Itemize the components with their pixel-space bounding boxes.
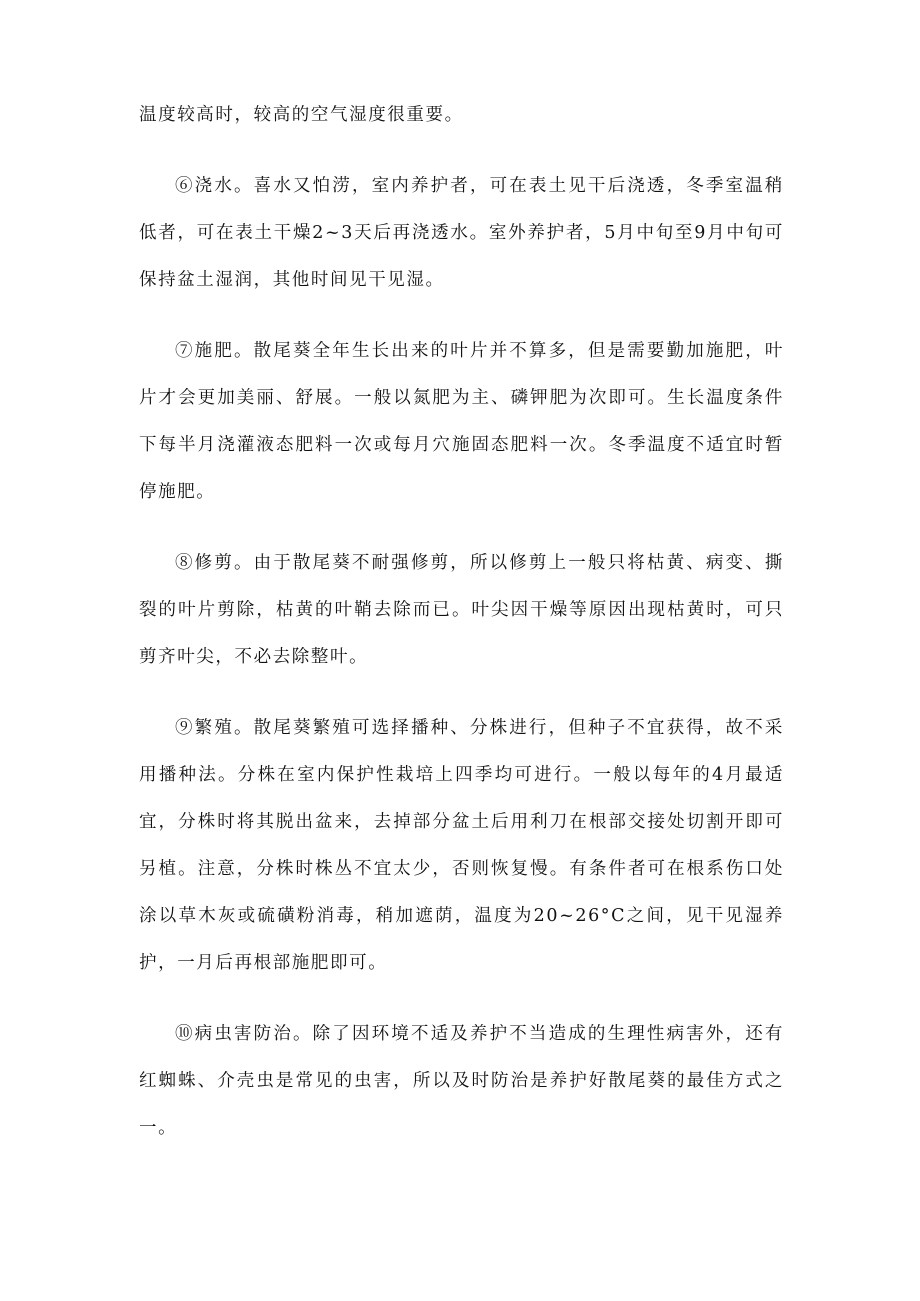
- paragraph-pruning: ⑧修剪。由于散尾葵不耐强修剪，所以修剪上一般只将枯黄、病变、撕裂的叶片剪除，枯黄的叶鞘去除而已。叶尖因干燥等原因出现枯黄时，可只剪齐叶尖，不必去除整叶。: [139, 553, 784, 667]
- paragraph-watering: ⑥浇水。喜水又怕涝，室内养护者，可在表土见干后浇透，冬季室温稍低者，可在表土干燥2~3天后再浇透水。室外养护者，5月中旬至9月中旬可保持盆土湿润，其他时间见干见湿。: [139, 176, 784, 290]
- paragraph-fertilizing: ⑦施肥。散尾葵全年生长出来的叶片并不算多，但是需要勤加施肥，叶片才会更加美丽、舒展。一般以氮肥为主、磷钾肥为次即可。生长温度条件下每半月浇灌液态肥料一次或每月穴施固态肥料一次。冬季温度不适宜时暂停施肥。: [139, 341, 784, 502]
- document-body: [139, 92, 784, 1176]
- paragraph-continuation: 温度较高时，较高的空气湿度很重要。: [139, 105, 464, 125]
- paragraph-propagation: ⑨繁殖。散尾葵繁殖可选择播种、分株进行，但种子不宜获得，故不采用播种法。分株在室内保护性栽培上四季均可进行。一般以每年的4月最适宜，分株时将其脱出盆来，去掉部分盆土后用利刀在根部交接处切割开即可另植。注意，分株时株丛不宜太少，否则恢复慢。有条件者可在根系伤口处涂以草木灰或硫磺粉消毒，稍加遮荫，温度为20~26°C之间，见干见湿养护，一月后再根部施肥即可。: [139, 718, 784, 973]
- paragraph-pest-control: ⑩病虫害防治。除了因环境不适及养护不当造成的生理性病害外，还有红蜘蛛、介壳虫是常见的虫害，所以及时防治是养护好散尾葵的最佳方式之一。: [139, 1024, 784, 1138]
